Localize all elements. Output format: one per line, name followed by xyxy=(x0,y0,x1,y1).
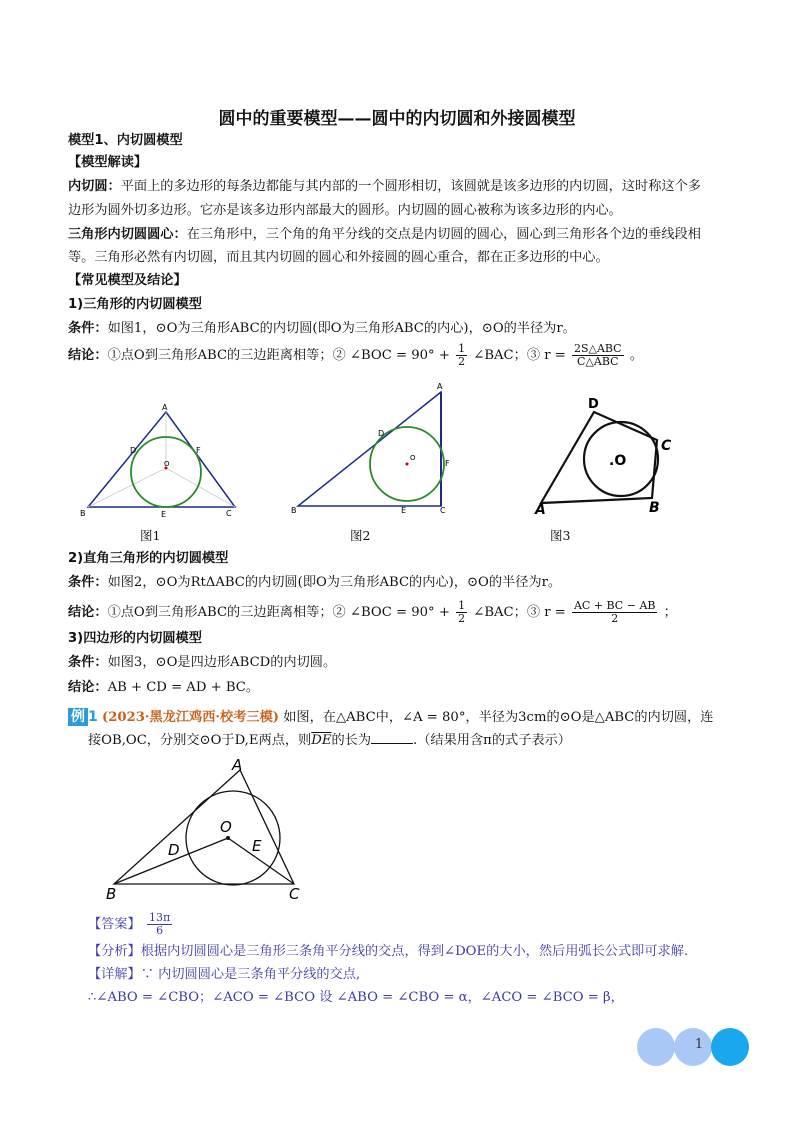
label-D: D xyxy=(588,397,599,412)
section2-conclusion: 结论：①点O到三角形ABC的三边距离相等；② ∠BOC = 90° + $\frac{1}{2}$ ∠BAC；③ r = $\frac{AC + BC - AB}{2}$ ； xyxy=(68,599,677,625)
label-O: O xyxy=(220,818,232,836)
label-A: A xyxy=(535,502,546,518)
example1-line1: 例 1 (2023·黑龙江鸡西·校考三模) 如图，在△ABC中，∠A = 80°，半径为3cm的⊙O是△ABC的内切圆，连 xyxy=(68,708,714,727)
example-source: (2023·黑龙江鸡西·校考三模) xyxy=(101,710,280,725)
label-B: B xyxy=(649,500,660,516)
section1-conclusion: 结论：①点O到三角形ABC的三边距离相等；② ∠BOC = 90° + $\frac{1}{2}$ ∠BAC；③ r = $\frac{\text{2S△ABC}}{\text{C△ABC}}$ 。 xyxy=(68,342,643,368)
label-E: E xyxy=(161,510,167,519)
label-E: E xyxy=(401,506,407,515)
figure-2 xyxy=(288,380,468,520)
section1-heading: 1)三角形的内切圆模型 xyxy=(68,297,202,312)
answer-fraction: $\frac{13\pi}{6}$ xyxy=(148,911,171,937)
page-dot-right xyxy=(711,1028,749,1066)
label-F: F xyxy=(196,446,201,455)
incenter-definition-line1: 三角形内切圆圆心：在三角形中，三个角的角平分线的交点是内切圆的圆心，圆心到三角形各个边的垂线段相 xyxy=(68,227,701,242)
label-D: D xyxy=(378,429,385,438)
label-C: C xyxy=(661,438,672,454)
page-number: 1 xyxy=(694,1037,704,1052)
figure-3 xyxy=(530,390,690,520)
page-dot-left xyxy=(637,1028,675,1066)
label-O: O xyxy=(410,454,416,462)
label-F: F xyxy=(445,459,450,468)
answer-line: 【答案】 $\frac{13\pi}{6}$ xyxy=(88,911,171,937)
label-B: B xyxy=(291,506,297,515)
detail-line2: ∴∠ABO = ∠CBO；∠ACO = ∠BCO 设 ∠ABO = ∠CBO = α，∠ACO = ∠BCO = β， xyxy=(88,990,624,1005)
label-C: C xyxy=(226,509,232,518)
figure-1 xyxy=(78,400,248,520)
section2-condition: 条件：如图2，⊙O为RtΔABC的内切圆(即O为三角形ABC的内心)，⊙O的半径为r。 xyxy=(68,575,562,590)
section1-condition: 条件：如图1，⊙O为三角形ABC的内切圆(即O为三角形ABC的内心)，⊙O的半径为r。 xyxy=(68,321,576,336)
example-figure xyxy=(100,752,320,902)
figure-2-caption: 图2 xyxy=(350,528,371,543)
common-models-heading: 【常见模型及结论】 xyxy=(68,273,187,288)
example1-line2: 接OB,OC，分别交⊙O于D,E两点，则$\overline{DE}$的长为 .（结果用含π的式子表示） xyxy=(88,733,571,748)
label-A: A xyxy=(437,382,443,391)
section3-condition: 条件：如图3，⊙O是四边形ABCD的内切圆。 xyxy=(68,655,337,670)
analysis-line: 【分析】根据内切圆圆心是三角形三条角平分线的交点，得到∠DOE的大小，然后用弧长公式即可求解. xyxy=(88,944,689,959)
label-B: B xyxy=(80,509,86,518)
label-O: .O xyxy=(609,453,627,469)
model1-heading: 模型1、内切圆模型 xyxy=(68,133,183,148)
detail-line1: 【详解】∵ 内切圆圆心是三条角平分线的交点, xyxy=(88,967,361,982)
fraction-area-perimeter: $\frac{\text{2S△ABC}}{\text{C△ABC}}$ xyxy=(573,342,622,368)
label-C: C xyxy=(440,506,446,515)
label-E: E xyxy=(252,837,262,855)
incircle-definition-line1: 内切圆：平面上的多边形的每条边都能与其内部的一个圆形相切，该圆就是该多边形的内切圆，这时称这个多 xyxy=(68,179,701,194)
label-D: D xyxy=(168,841,180,859)
answer-blank xyxy=(371,731,413,744)
section3-heading: 3)四边形的内切圆模型 xyxy=(68,631,202,646)
incenter-definition-line2: 等。三角形必然有内切圆，而且其内切圆的圆心和外接圆的圆心重合，都在正多边形的中心。 xyxy=(68,250,609,265)
fraction-half: $\frac{1}{2}$ xyxy=(458,599,466,625)
section2-heading: 2)直角三角形的内切圆模型 xyxy=(68,551,229,566)
label-A: A xyxy=(232,756,243,774)
arc-de: $\overline{DE}$ xyxy=(311,733,332,748)
label-A: A xyxy=(162,403,168,412)
fraction-half: $\frac{1}{2}$ xyxy=(458,342,466,368)
fraction-inradius: $\frac{AC + BC - AB}{2}$ xyxy=(573,599,656,625)
figure-3-caption: 图3 xyxy=(550,528,571,543)
label-B: B xyxy=(106,885,117,902)
label-D: D xyxy=(130,446,137,455)
section3-conclusion: 结论：AB + CD = AD + BC。 xyxy=(68,680,260,695)
incircle-definition-line2: 边形为圆外切多边形。它亦是该多边形内部最大的圆形。内切圆的圆心被称为该多边形的内心。 xyxy=(68,203,622,218)
page-title: 圆中的重要模型——圆中的内切圆和外接圆模型 xyxy=(218,109,576,129)
model-interpretation-heading: 【模型解读】 xyxy=(68,155,148,170)
figure-1-caption: 图1 xyxy=(140,528,161,543)
label-C: C xyxy=(289,885,300,902)
example-badge: 例 xyxy=(68,708,88,726)
label-O: O xyxy=(164,460,170,468)
